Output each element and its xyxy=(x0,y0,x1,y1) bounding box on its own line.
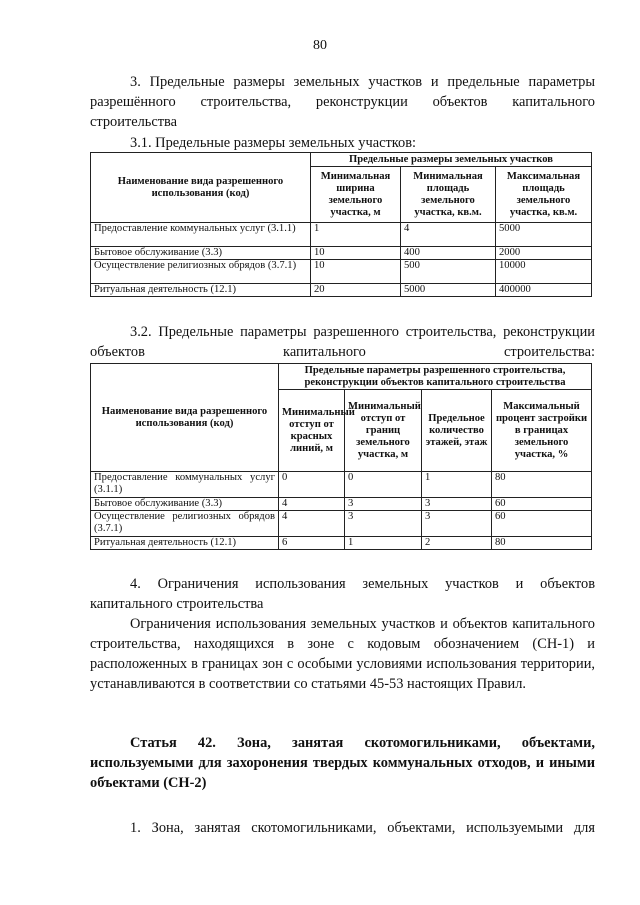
table2-cell: 4 xyxy=(279,498,345,511)
table2-cell: 3 xyxy=(345,511,422,537)
table2-cell: 3 xyxy=(422,511,492,537)
table2-cell: 0 xyxy=(279,472,345,498)
table1-cell: 500 xyxy=(401,260,496,284)
article-paragraph-1: 1. Зона, занятая скотомогильниками, объектами, используемыми для xyxy=(130,820,595,836)
table2-group-header: Предельные параметры разрешенного строительства, реконструкции объектов капитального строительства xyxy=(279,364,592,390)
table2-cell: 1 xyxy=(422,472,492,498)
table1-cell: 10 xyxy=(311,260,401,284)
table1-cell: 4 xyxy=(401,223,496,247)
table1-row-name: Бытовое обслуживание (3.3) xyxy=(91,247,311,260)
table2-cell: 80 xyxy=(492,537,592,550)
section3-heading: 3. Предельные размеры земельных участков и предельные параметры разрешённого строительства, реконструкции объектов капитального строительства xyxy=(90,74,595,130)
table1-col-header: Минимальная площадь земельного участка, кв.м. xyxy=(401,167,496,223)
table2-cell: 4 xyxy=(279,511,345,537)
table-row xyxy=(91,537,592,550)
construction-parameters-table xyxy=(90,363,592,550)
table2-cell: 2 xyxy=(422,537,492,550)
land-plot-size-table xyxy=(90,152,592,297)
table1-cell: 400000 xyxy=(496,284,592,297)
section4-paragraph: Ограничения использования земельных участков и объектов капитального строительства, находящихся в зоне с кодовым обозначением (СН-1) и расположенных в границах зон с особыми условиями использования территории, устанавливаются в соответствии со статьями 45-53 настоящих Правил. xyxy=(90,616,595,692)
table-row xyxy=(91,498,592,511)
table1-cell: 10000 xyxy=(496,260,592,284)
table1-col-name-header: Наименование вида разрешенного использования (код) xyxy=(91,153,311,223)
table1-col-header: Максимальная площадь земельного участка, кв.м. xyxy=(496,167,592,223)
page-number: 80 xyxy=(313,38,327,53)
table-row xyxy=(91,247,592,260)
table2-col-header: Максимальный процент застройки в границах земельного участка, % xyxy=(492,390,592,472)
table1-row-name: Осуществление религиозных обрядов (3.7.1) xyxy=(91,260,311,284)
table2-cell: 60 xyxy=(492,498,592,511)
table2-row-name: Осуществление религиозных обрядов (3.7.1) xyxy=(91,511,279,537)
table2-cell: 1 xyxy=(345,537,422,550)
table1-row-name: Ритуальная деятельность (12.1) xyxy=(91,284,311,297)
table1-cell: 20 xyxy=(311,284,401,297)
table1-cell: 10 xyxy=(311,247,401,260)
table2-col-header: Предельное количество этажей, этаж xyxy=(422,390,492,472)
table1-cell: 5000 xyxy=(496,223,592,247)
table2-cell: 3 xyxy=(422,498,492,511)
table-row xyxy=(91,284,592,297)
subsection-3-2-title: 3.2. Предельные параметры разрешенного строительства, реконструкции объектов капитального строительства: xyxy=(90,324,595,360)
article-title: Статья 42. Зона, занятая скотомогильниками, объектами, используемыми для захоронения твердых коммунальных отходов, и иными объектами (СН-2) xyxy=(90,735,595,791)
section4-heading: 4. Ограничения использования земельных участков и объектов капитального строительства xyxy=(90,576,595,612)
table2-col-header: Минимальный отступ от красных линий, м xyxy=(279,390,345,472)
table1-group-header: Предельные размеры земельных участков xyxy=(311,153,592,167)
table-row xyxy=(91,511,592,537)
table-row xyxy=(91,472,592,498)
table2-col-name-header: Наименование вида разрешенного использования (код) xyxy=(91,364,279,472)
table1-cell: 2000 xyxy=(496,247,592,260)
table-row xyxy=(91,223,592,247)
table1-cell: 400 xyxy=(401,247,496,260)
table2-col-header: Минимальный отступ от границ земельного участка, м xyxy=(345,390,422,472)
table2-cell: 0 xyxy=(345,472,422,498)
table1-cell: 5000 xyxy=(401,284,496,297)
table1-col-header: Минимальная ширина земельного участка, м xyxy=(311,167,401,223)
table2-row-name: Предоставление коммунальных услуг (3.1.1) xyxy=(91,472,279,498)
table2-cell: 60 xyxy=(492,511,592,537)
table2-row-name: Ритуальная деятельность (12.1) xyxy=(91,537,279,550)
table2-row-name: Бытовое обслуживание (3.3) xyxy=(91,498,279,511)
subsection-3-1-title: 3.1. Предельные размеры земельных участков: xyxy=(130,135,417,151)
table2-cell: 6 xyxy=(279,537,345,550)
table2-cell: 3 xyxy=(345,498,422,511)
table1-cell: 1 xyxy=(311,223,401,247)
table1-row-name: Предоставление коммунальных услуг (3.1.1) xyxy=(91,223,311,247)
table2-cell: 80 xyxy=(492,472,592,498)
table-row xyxy=(91,260,592,284)
